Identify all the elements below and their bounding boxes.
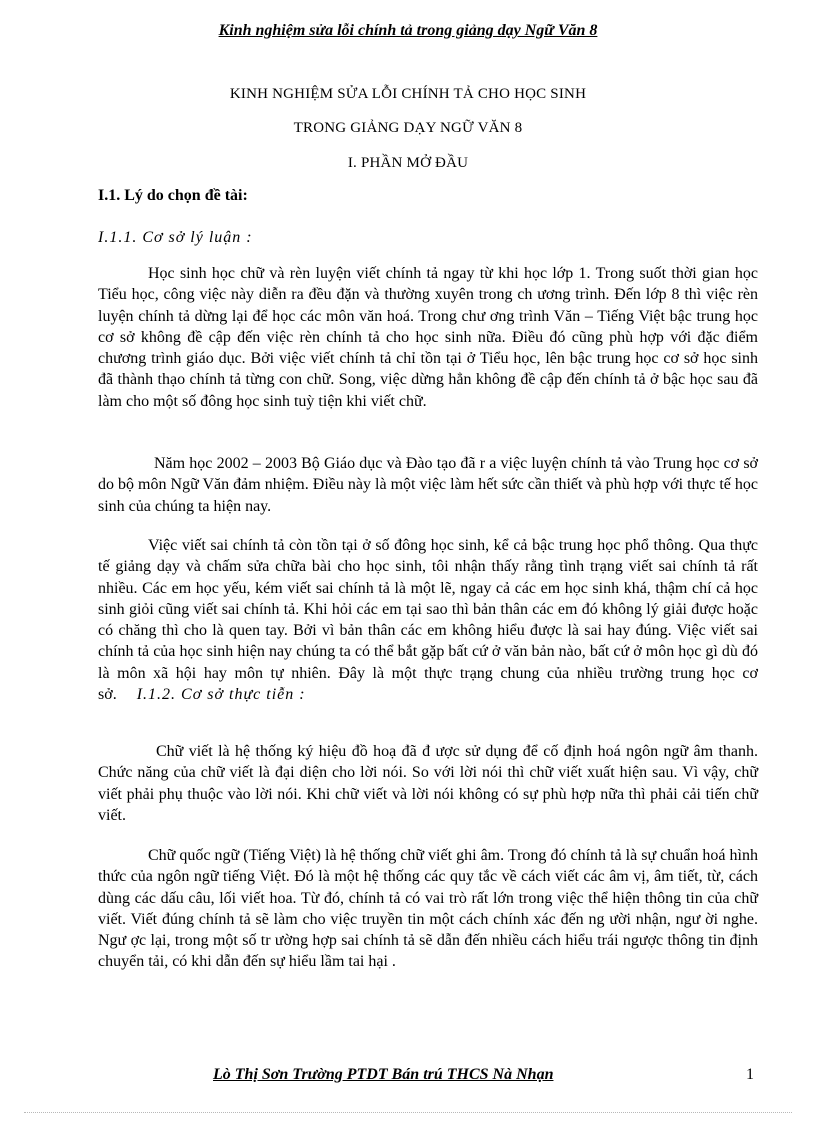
subsection-heading: I.1.1. Cơ sở lý luận : <box>98 229 253 246</box>
section-heading: I.1. Lý do chọn đề tài: <box>98 187 248 204</box>
paragraph-2: Năm học 2002 – 2003 Bộ Giáo dục và Đào tạo đã r a việc luyện chính tả vào Trung học cơ sở do bộ môn Ngữ Văn đảm nhiệm. Điều này là một việc làm hết sức cần thiết và phù hợp với thực tế học sinh của chúng ta hiện nay. <box>98 455 758 515</box>
document-title-line-1: KINH NGHIỆM SỬA LỖI CHÍNH TẢ CHO HỌC SINH <box>229 86 587 102</box>
page-number: 1 <box>746 1066 754 1083</box>
document-title-line-2: TRONG GIẢNG DẠY NGỮ VĂN 8 <box>293 120 523 136</box>
page-bottom-divider <box>24 1112 792 1113</box>
paragraph-4: Chữ viết là hệ thống ký hiệu đồ hoạ đã đ ược sử dụng để cố định hoá ngôn ngữ âm thanh. Chức năng của chữ viết là đại diện cho lời nói. So với lời nói thì chữ viết xuất hiện sau. Vì vậy, chữ viết phải phụ thuộc vào lời nói. Khi chữ viết và lời nói không có sự phù hợp nữa thì phải cải tiến chữ viết. <box>98 743 758 824</box>
paragraph-5: Chữ quốc ngữ (Tiếng Việt) là hệ thống chữ viết ghi âm. Trong đó chính tả là sự chuẩn hoá hình thức của ngôn ngữ tiếng Việt. Đó là một hệ thống các quy tắc về cách viết các âm vị, âm tiết, từ, cách dùng các dấu câu, lối viết hoa. Từ đó, chính tả có vai trò rất lớn trong việc thể hiện thông tin của chữ viết. Viết đúng chính tả sẽ làm cho việc truyền tin một cách chính xác đến ng ười nhận, ngư ời nghe. Ngư ợc lại, trong một số tr ường hợp sai chính tả sẽ dẫn đến nhiều cách hiểu trái ngược thông tin định chuyển tải, có khi dẫn đến sự hiểu lầm tai hại . <box>98 847 758 971</box>
subsection-heading-inline: I.1.2. Cơ sở thực tiễn : <box>136 686 306 704</box>
page-header <box>0 22 816 40</box>
paragraph-1: Học sinh học chữ và rèn luyện viết chính tả ngay từ khi học lớp 1. Trong suốt thời gian học Tiểu học, công việc này diễn ra đều đặn và thường xuyên trong ch ương trình. Đến lớp 8 thì việc rèn luyện chính tả dừng lại để học các môn văn hoá. Trong chư ơng trình Văn – Tiếng Việt bậc trung học cơ sở không đề cập đến việc rèn chính tả cho học sinh nữa. Điều đó cũng phù hợp với đặc điểm chương trình giáo dục. Bởi việc viết chính tả chỉ tồn tại ở Tiểu học, lên bậc trung học cơ sở học sinh đã thành thạo chính tả từng con chữ. Song, việc dừng hẳn không đề cập đến chính tả ở bậc học sau đã làm cho một số đông học sinh tuỳ tiện khi viết chữ. <box>98 265 758 410</box>
paragraph-3 <box>98 535 758 705</box>
part-heading: I. PHẦN MỞ ĐẦU <box>347 155 469 171</box>
paragraph-3-text: Việc viết sai chính tả còn tồn tại ở số đông học sinh, kể cả bậc trung học phổ thông. Qua thực tế giảng dạy và chấm sửa chữa bài cho học sinh, tôi nhận thấy rằng tình trạng viết sai chính tả rất nhiều. Các em học yếu, kém viết sai chính tả là một lẽ, ngay cả các em học sinh khá, thậm chí cả học sinh giỏi cũng viết sai chính tả. Khi hỏi các em tại sao thì bản thân các em đó không lý giải được hoặc có chăng thì cho là quen tay. Bởi vì bản thân các em không hiểu được là sai hay đúng. Việc viết sai chính tả của học sinh hiện nay chúng ta có thể bắt gặp bất cứ ở văn bản nào, bất cứ ở môn học gì dù đó là môn xã hội hay môn tự nhiên. Đây là một thực trạng chung của nhiều trường trung học cơ sở. <box>98 537 758 704</box>
header-text: Kinh nghiệm sửa lỗi chính tả trong giảng dạy Ngữ Văn 8 <box>218 22 598 39</box>
footer-author: Lò Thị Sơn Trường PTDT Bán trú THCS Nà Nhạn <box>213 1066 554 1083</box>
